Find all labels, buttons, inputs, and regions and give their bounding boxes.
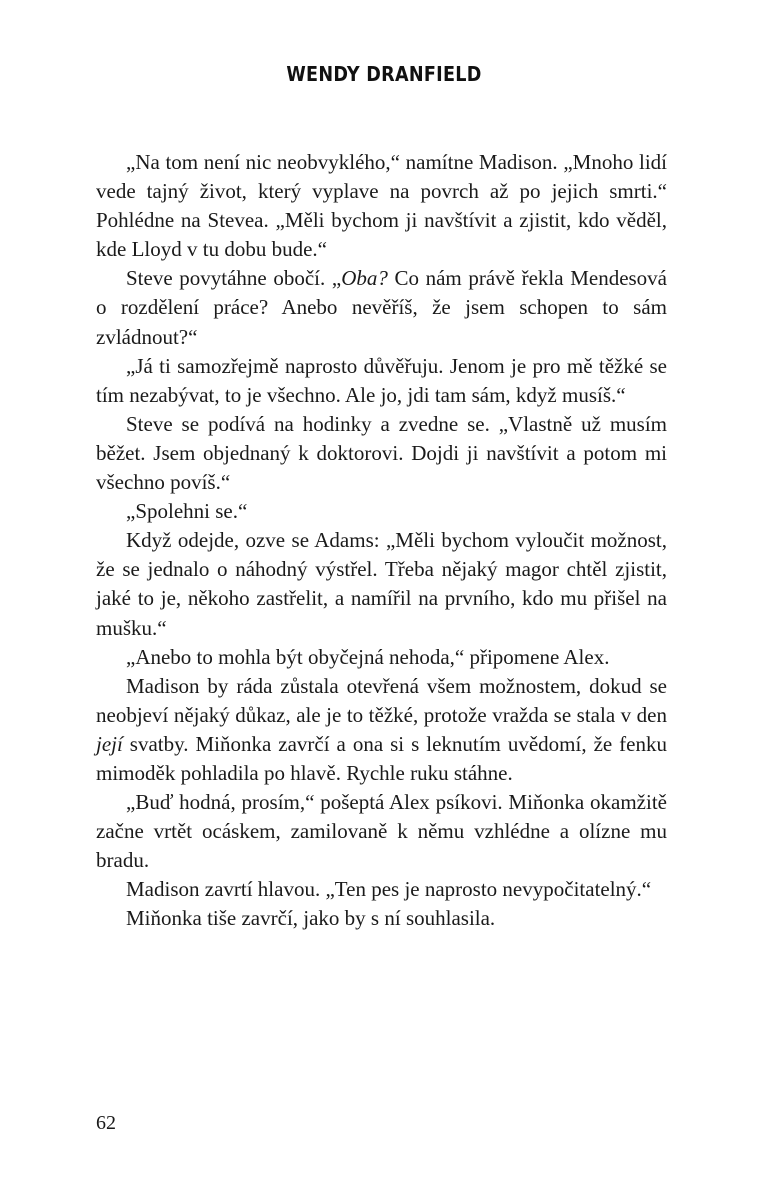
paragraph-text: Steve povytáhne obočí. „ [126,266,342,291]
paragraph-text: svatby. Miňonka zavrčí a ona si s leknutím uvědomí, že fenku mimoděk pohladila po hlavě. Rychle ruku stáhne. [96,731,667,785]
paragraph: Madison zavrtí hlavou. „Ten pes je naprosto nevypočitatelný.“ [126,877,652,902]
paragraph: Když odejde, ozve se Adams: „Měli bychom vyloučit možnost, že se jednalo o náhodný výstřel. Třeba nějaký magor chtěl zjistit, jaké to je, někoho zastřelit, a namířil na prvního, kdo mu přišel na mušku.“ [96,528,667,640]
paragraph: „Spolehni se.“ [126,499,248,524]
paragraph: „Anebo to mohla být obyčejná nehoda,“ připomene Alex. [126,644,610,669]
emphasis: Oba? [341,266,388,291]
running-head: WENDY DRANFIELD [286,62,482,86]
paragraph: „Já ti samozřejmě naprosto důvěřuju. Jenom je pro mě těžké se tím nezabývat, to je všechno. Ale jo, jdi tam sám, když musíš.“ [96,353,667,407]
paragraph [96,264,667,351]
paragraph: Miňonka tiše zavrčí, jako by s ní souhlasila. [126,906,496,931]
paragraph: „Na tom není nic neobvyklého,“ namítne Madison. „Mnoho lidí vede tajný život, který vyplave na povrch až po jejich smrti.“ Pohlédne na Stevea. „Měli bychom ji navštívit a zjistit, kdo věděl, kde Lloyd v tu dobu bude.“ [96,150,667,262]
emphasis: její [96,731,123,756]
paragraph-text: Co nám právě řekla Mendesová o rozdělení práce? Anebo nevěříš, že jsem schopen to sám zvládnout?“ [96,266,668,349]
page-number: 62 [96,1112,116,1134]
body-text [96,148,667,934]
paragraph: Steve se podívá na hodinky a zvedne se. „Vlastně už musím běžet. Jsem objednaný k doktorovi. Dojdi ji navštívit a potom mi všechno povíš.“ [96,411,667,495]
paragraph: „Buď hodná, prosím,“ pošeptá Alex psíkovi. Miňonka okamžitě začne vrtět ocáskem, zamilovaně k němu vzhlédne a olízne mu bradu. [96,790,667,873]
paragraph-text: Madison by ráda zůstala otevřená všem možnostem, dokud se neobjeví nějaký důkaz, ale je to těžké, protože vražda se stala v den [96,673,667,727]
paragraph [96,672,667,788]
